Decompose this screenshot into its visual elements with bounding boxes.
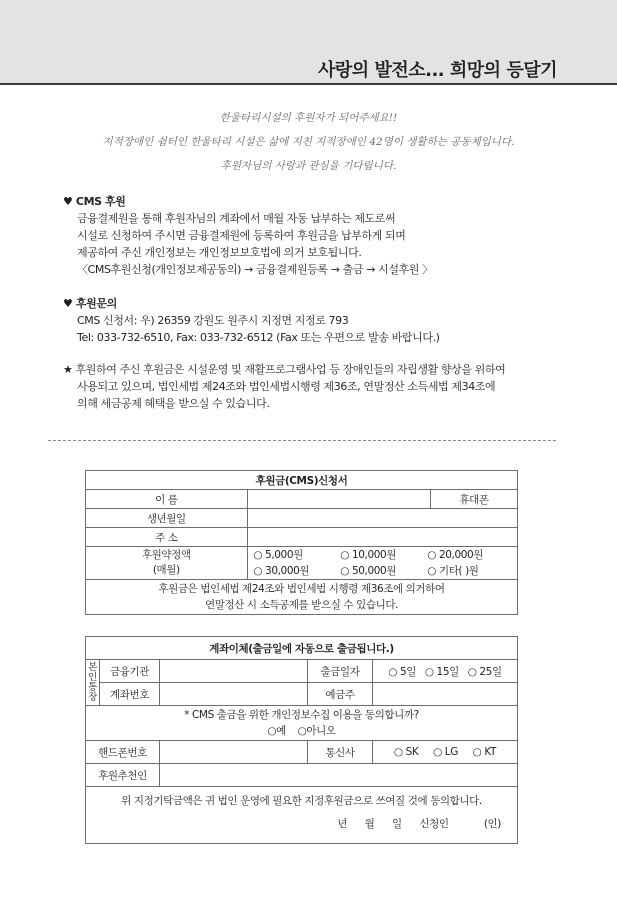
form1-note-line: 연말정산 시 소득공제를 받으실 수 있습니다. [205, 599, 398, 611]
name-field[interactable] [247, 490, 430, 509]
withdraw-label: 출금일자 [308, 660, 373, 683]
name-label: 이 름 [86, 490, 248, 509]
pledge-label-line: 후원약정액 [141, 549, 191, 561]
cms-section [63, 193, 433, 278]
consent-question: * CMS 출금을 위한 개인정보수집 이용을 동의합니까? [184, 709, 419, 721]
amount-option[interactable]: ○ 30,000원 [253, 565, 310, 577]
account-owner-label: 본인통장 [86, 660, 100, 706]
phone-label: 휴대폰 [430, 490, 517, 509]
amount-option[interactable]: ○ 50,000원 [340, 565, 397, 577]
carrier-option[interactable]: ○ KT [472, 746, 497, 758]
bank-label: 금융기관 [100, 660, 160, 683]
birth-field[interactable] [247, 509, 517, 528]
carrier-option[interactable]: ○ LG [433, 746, 458, 758]
dashed-divider [48, 440, 556, 441]
cms-application-form [85, 470, 518, 615]
header-divider [0, 83, 617, 85]
greeting-line-1: 한울타리시설의 후원자가 되어주세요!! [219, 112, 398, 124]
inquiry-line: Tel: 033-732-6510, Fax: 033-732-6512 (Fax 또는 우편으로 발송 바랍니다.) [77, 331, 440, 344]
tax-section [63, 361, 505, 412]
cms-line: 금융결제원을 통해 후원자님의 계좌에서 매월 자동 납부하는 제도로써 [77, 212, 396, 225]
referrer-field[interactable] [160, 764, 518, 787]
inquiry-line: CMS 신청서: 우) 26359 강원도 원주시 지정면 지정로 793 [77, 314, 349, 327]
agreement-text: 위 지정기탁금액은 귀 법인 운영에 필요한 지정후원금으로 쓰여질 것에 동의합니다. [121, 795, 482, 807]
bank-field[interactable] [160, 660, 308, 683]
account-field[interactable] [160, 683, 308, 706]
holder-label: 예금주 [308, 683, 373, 706]
greeting-line-2: 지적장애인 쉼터인 한울타리 시설은 삶에 지친 지적장애인 42명이 생활하는 공동체입니다. [102, 136, 515, 148]
consent-yes-option[interactable]: ○예 [267, 725, 286, 737]
withdraw-option[interactable]: ○ 15일 [424, 665, 459, 678]
form1-caption: 후원금(CMS)신청서 [86, 471, 518, 490]
amount-option[interactable]: ○ 기타( )원 [427, 565, 479, 577]
greeting-line-3: 후원자님의 사랑과 관심을 기다립니다. [220, 160, 397, 172]
agreement-row [86, 787, 518, 844]
bank-transfer-form [85, 636, 518, 844]
carrier-option[interactable]: ○ SK [393, 746, 419, 758]
amount-option[interactable]: ○ 5,000원 [253, 549, 303, 561]
amount-option[interactable]: ○ 10,000원 [340, 549, 397, 561]
withdraw-option[interactable]: ○ 5일 [388, 665, 417, 678]
consent-row [86, 706, 518, 741]
pledge-label [86, 547, 248, 580]
carrier-options [373, 741, 518, 764]
mobile-label: 핸드폰번호 [86, 741, 160, 764]
consent-no-option[interactable]: ○아니오 [297, 725, 336, 737]
form1-note-line: 후원금은 법인세법 제24조와 법인세법 시행령 제36조에 의거하여 [158, 583, 445, 595]
cms-line: 시설로 신청하여 주시면 금융결제원에 등록하여 후원금을 납부하게 되며 [77, 229, 406, 242]
date-signature-line: 년 월 일 신청인 (인) [337, 818, 501, 830]
tax-line: 사용되고 있으며, 법인세법 제24조와 법인세법시행령 제36조, 연말정산 소득세법 제34조에 [77, 380, 496, 393]
inquiry-heading: ♥ 후원문의 [63, 297, 117, 310]
form1-note [86, 580, 518, 615]
mobile-field[interactable] [160, 741, 308, 764]
address-field[interactable] [247, 528, 517, 547]
form2-caption: 계좌이체(출금일에 자동으로 출금됩니다.) [86, 637, 518, 660]
cms-line: 〈CMS후원신청(개인정보제공동의) → 금융결제원등록 → 출금 → 시설후원 〉 [77, 263, 433, 276]
cms-line: 제공하여 주신 개인정보는 개인정보보호법에 의거 보호됩니다. [77, 246, 362, 259]
carrier-label: 통신사 [308, 741, 373, 764]
tax-line: 의해 세금공제 혜택을 받으실 수 있습니다. [77, 397, 270, 410]
withdraw-options [373, 660, 518, 683]
page-title: 사랑의 발전소... 희망의 등달기 [318, 60, 557, 81]
inquiry-section [63, 295, 440, 346]
pledge-label-line: (매월) [152, 564, 180, 576]
withdraw-option[interactable]: ○ 25일 [467, 665, 502, 678]
tax-line: ★ 후원하여 주신 후원금은 시설운영 및 재활프로그램사업 등 장애인들의 자립생활 향상을 위하여 [63, 363, 506, 376]
birth-label: 생년월일 [86, 509, 248, 528]
pledge-options [247, 547, 517, 580]
address-label: 주 소 [86, 528, 248, 547]
holder-field[interactable] [373, 683, 518, 706]
cms-heading: ♥ CMS 후원 [63, 195, 126, 208]
amount-option[interactable]: ○ 20,000원 [427, 549, 484, 561]
account-label: 계좌번호 [100, 683, 160, 706]
referrer-label: 후원추천인 [86, 764, 160, 787]
